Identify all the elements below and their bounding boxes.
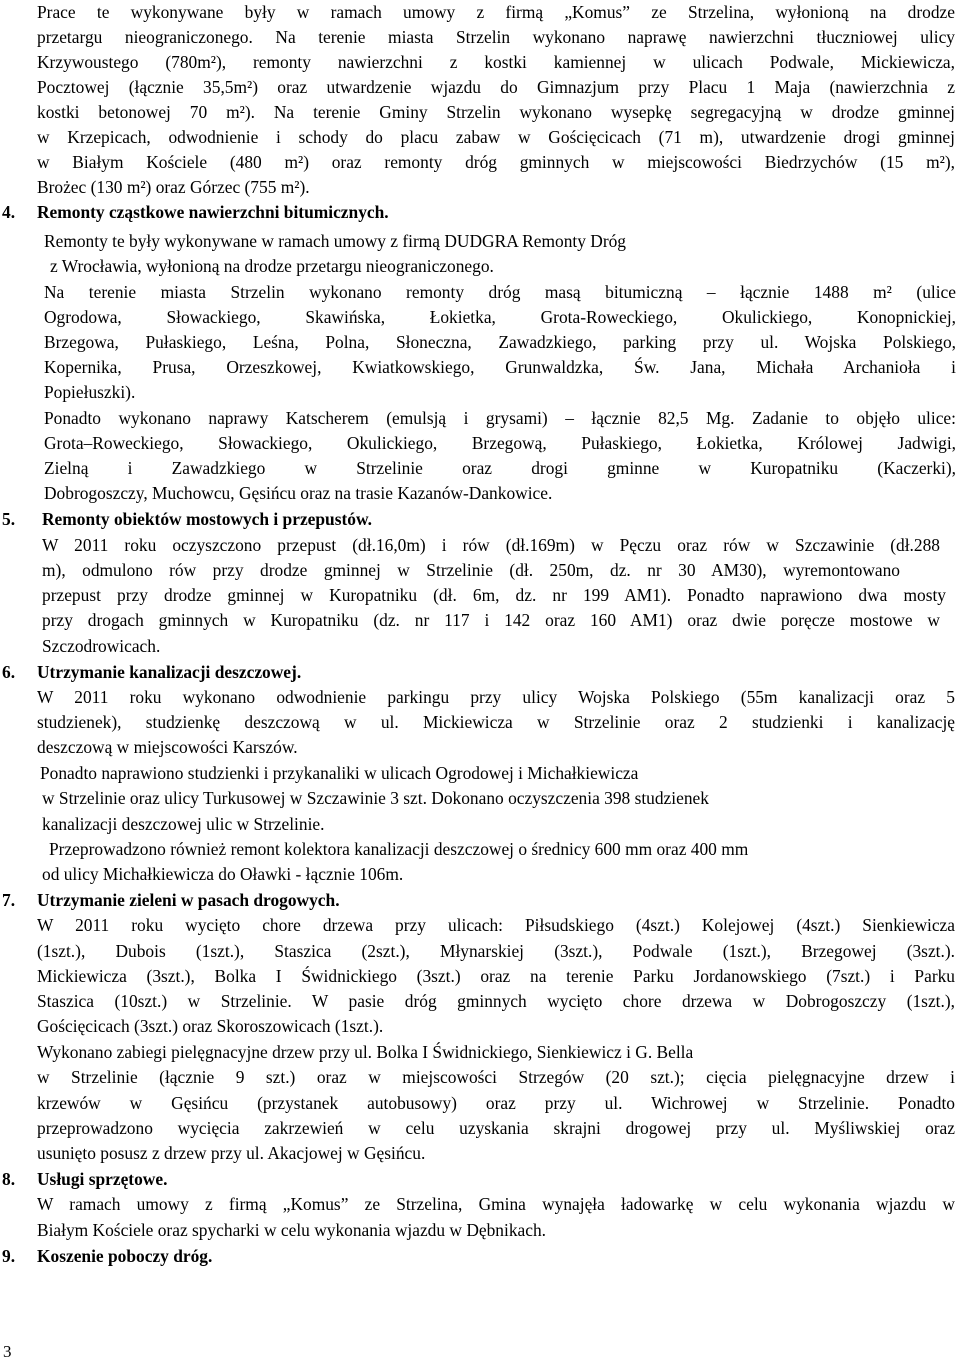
- paragraph-line: przy drogach gminnych w Kuropatniku (dz. nr 117 i 142 oraz 160 AM1) oraz dwie poręcze mostowe w: [42, 610, 940, 630]
- paragraph-line: przetargu nieograniczonego. Na terenie miasta Strzelin wykonano naprawę nawierzchni tłuczniowej ulicy: [37, 27, 955, 47]
- section-number: 7.: [2, 890, 16, 910]
- paragraph-line: w Strzelinie (łącznie 9 szt.) oraz w miejscowości Strzegów (20 szt.); cięcia pielęgnacyjne drzew i: [37, 1067, 955, 1087]
- paragraph-line: Zielną i Zawadzkiego w Strzelinie oraz drogi gminne w Kuropatniku (Kaczerki),: [44, 458, 956, 478]
- paragraph-line: deszczową w miejscowości Karszów.: [37, 737, 298, 757]
- paragraph-line: Prace te wykonywane były w ramach umowy z firmą „Komus” ze Strzelina, wyłonioną na drodze: [37, 2, 955, 22]
- paragraph-line: przepust przy drodze gminnej w Kuropatniku (dł. 6m, dz. nr 199 AM1). Ponadto naprawiono dwa mosty: [42, 585, 946, 605]
- paragraph-line: W ramach umowy z firmą „Komus” ze Strzelina, Gmina wynajęła ładowarkę w celu wykonania wjazdu w: [37, 1194, 955, 1214]
- paragraph-line: m), odmulono rów przy drodze gminnej w Strzelinie (dł. 250m, dz. nr 30 AM30), wyremontowano: [42, 560, 900, 580]
- paragraph-line: Gościęcicach (3szt.) oraz Skoroszowicach (1szt.).: [37, 1016, 384, 1036]
- paragraph-line: Ponadto wykonano naprawy Katscherem (emulsją i grysami) – łącznie 82,5 Mg. Zadanie to objęło ulice:: [44, 408, 956, 428]
- paragraph-line: Ponadto naprawiono studzienki i przykanaliki w ulicach Ogrodowej i Michałkiewicza: [40, 763, 639, 783]
- paragraph-line: krzewów w Gęsińcu (przystanek autobusowy) oraz przy ul. Wichrowej w Strzelinie. Ponadto: [37, 1093, 955, 1113]
- paragraph-line: Grota–Roweckiego, Słowackiego, Okulickiego, Brzegową, Pułaskiego, Łokietka, Królowej Jadwigi,: [44, 433, 956, 453]
- paragraph-line: Pocztowej (łącznie 35,5m²) oraz utwardzenie wjazdu do Gimnazjum przy Placu 1 Maja (nawierzchnia z: [37, 77, 955, 97]
- paragraph-line: od ulicy Michałkiewicza do Oławki - łącznie 106m.: [42, 864, 404, 884]
- section-number: 8.: [2, 1169, 16, 1189]
- paragraph-line: kostki betonowej 70 m²). Na terenie Gminy Strzelin wykonano wysepkę segregacyjną w drodze gminnej: [37, 102, 955, 122]
- paragraph-line: Popiełuszki).: [44, 382, 136, 402]
- section-heading: Utrzymanie kanalizacji deszczowej.: [37, 662, 302, 682]
- paragraph-line: kanalizacji deszczowej ulic w Strzelinie.: [42, 814, 325, 834]
- paragraph-line: w Strzelinie oraz ulicy Turkusowej w Szczawinie 3 szt. Dokonano oczyszczenia 398 studzienek: [42, 788, 709, 808]
- paragraph-line: Kopernika, Prusa, Orzeszkowej, Kwiatkowskiego, Grunwaldzka, Św. Jana, Michała Archanioła i: [44, 357, 956, 377]
- paragraph-line: Brzegowa, Pułaskiego, Leśna, Polna, Słoneczna, Zawadzkiego, parking przy ul. Wojska Polskiego,: [44, 332, 956, 352]
- paragraph-line: Ogrodowa, Słowackiego, Skawińska, Łokietka, Grota-Roweckiego, Okulickiego, Konopnickiej,: [44, 307, 956, 327]
- paragraph-line: Na terenie miasta Strzelin wykonano remonty dróg masą bitumiczną – łącznie 1488 m² (ulice: [44, 282, 956, 302]
- paragraph-line: studzienek), studzienkę deszczową w ul. Mickiewicza w Strzelinie oraz 2 studzienki i kanalizację: [37, 712, 955, 732]
- paragraph-line: Krzywoustego (780m²), remonty nawierzchni z kostki kamiennej w ulicach Podwale, Mickiewicza,: [37, 52, 955, 72]
- paragraph-line: usunięto posusz z drzew przy ul. Akacjowej w Gęsińcu.: [37, 1143, 426, 1163]
- paragraph-line: Brożec (130 m²) oraz Górzec (755 m²).: [37, 177, 310, 197]
- section-heading: Usługi sprzętowe.: [37, 1169, 168, 1189]
- paragraph-line: Szczodrowicach.: [42, 636, 161, 656]
- page-number: 3: [3, 1342, 12, 1361]
- section-number: 6.: [2, 662, 16, 682]
- paragraph-line: przeprowadzono wycięcia zakrzewień w celu uzyskania skrajni drogowej przy ul. Myśliwskiej oraz: [37, 1118, 955, 1138]
- paragraph-line: Remonty te były wykonywane w ramach umowy z firmą DUDGRA Remonty Dróg: [44, 231, 626, 251]
- section-number: 9.: [2, 1246, 16, 1266]
- paragraph-line: Wykonano zabiegi pielęgnacyjne drzew przy ul. Bolka I Świdnickiego, Sienkiewicz i G. Bella: [37, 1042, 694, 1062]
- section-number: 5.: [2, 509, 16, 529]
- paragraph-line: Staszica (10szt.) w Strzelinie. W pasie dróg gminnych wycięto chore drzewa w Dobrogoszczy (1szt.),: [37, 991, 955, 1011]
- paragraph-line: Przeprowadzono również remont kolektora kanalizacji deszczowej o średnicy 600 mm oraz 400 mm: [49, 839, 749, 859]
- section-heading: Remonty obiektów mostowych i przepustów.: [42, 509, 372, 529]
- paragraph-line: W 2011 roku wykonano odwodnienie parkingu przy ulicy Wojska Polskiego (55m kanalizacji oraz 5: [37, 687, 955, 707]
- paragraph-line: W 2011 roku wycięto chore drzewa przy ulicach: Piłsudskiego (4szt.) Kolejowej (4szt.) Sienkiewicza: [37, 915, 955, 935]
- paragraph-line: Białym Kościele oraz spycharki w celu wykonania wjazdu w Dębnikach.: [37, 1220, 546, 1240]
- section-heading: Remonty cząstkowe nawierzchni bitumicznych.: [37, 202, 389, 222]
- section-heading: Utrzymanie zieleni w pasach drogowych.: [37, 890, 340, 910]
- section-heading: Koszenie poboczy dróg.: [37, 1246, 213, 1266]
- paragraph-line: Dobrogoszczy, Muchowcu, Gęsińcu oraz na trasie Kazanów-Dankowice.: [44, 483, 553, 503]
- paragraph-line: Mickiewicza (3szt.), Bolka I Świdnickiego (3szt.) oraz na terenie Parku Jordanowskiego (7szt.) i Parku: [37, 966, 955, 986]
- paragraph-line: w Krzepicach, odwodnienie i schody do placu zabaw w Gościęcicach (71 m), utwardzenie drogi gminnej: [37, 127, 955, 147]
- section-number: 4.: [2, 202, 16, 222]
- paragraph-line: z Wrocławia, wyłonioną na drodze przetargu nieograniczonego.: [50, 256, 494, 276]
- paragraph-line: W 2011 roku oczyszczono przepust (dł.16,0m) i rów (dł.169m) w Pęczu oraz rów w Szczawinie (dł.288: [42, 535, 940, 555]
- paragraph-line: w Białym Kościele (480 m²) oraz remonty dróg gminnych w miejscowości Biedrzychów (15 m²),: [37, 152, 955, 172]
- paragraph-line: (1szt.), Dubois (1szt.), Staszica (2szt.), Młynarskiej (3szt.), Podwale (1szt.), Brzegowej (3szt.).: [37, 941, 955, 961]
